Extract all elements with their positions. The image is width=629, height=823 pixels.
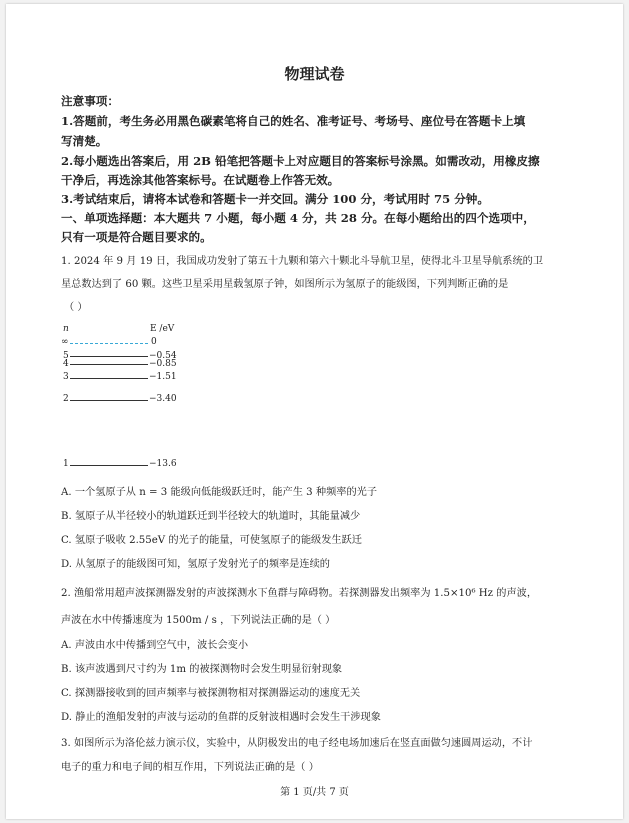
q1-option-a: A. 一个氢原子从 n = 3 能级向低能级跃迁时，能产生 3 种频率的光子 [61, 487, 378, 498]
q1-option-b: B. 氢原子从半径较小的轨道跃迁到半径较大的轨道时，其能量减少 [61, 511, 361, 522]
q3-stem-line-2: 电子的重力和电子间的相互作用，下列说法正确的是（ ） [61, 762, 319, 773]
diagram-e-label: E /eV [150, 324, 175, 334]
q2-option-b: B. 该声波遇到尺寸约为 1m 的被探测物时会发生明显衍射现象 [61, 664, 343, 675]
q2-stem-line-2: 声波在水中传播速度为 1500m / s ，下列说法正确的是（ ） [61, 615, 336, 626]
level-e-1: −13.6 [149, 459, 177, 469]
level-n-5: 5 [63, 351, 69, 361]
level-n-1: 1 [63, 459, 69, 469]
notice-line-3: 3.考试结束后，请将本试卷和答题卡一并交回。满分 100 分，考试用时 75 分钟。 [61, 192, 489, 206]
level-e-infinity: 0 [151, 337, 157, 347]
level-line-1 [70, 465, 148, 466]
section-heading-cont: 只有一项是符合题目要求的。 [61, 230, 212, 244]
level-e-2: −3.40 [149, 394, 177, 404]
section-heading: 一、单项选择题：本大题共 7 小题，每小题 4 分，共 28 分。在每小题给出的四个选项中， [61, 211, 535, 225]
q1-answer-blank: （ ） [64, 302, 88, 313]
level-e-4: −0.85 [149, 359, 177, 369]
q1-stem-line-1: 1. 2024 年 9 月 19 日，我国成功发射了第五十九颗和第六十颗北斗导航卫星，使得北斗卫星导航系统的卫 [61, 256, 544, 267]
q3-stem-line-1: 3. 如图所示为洛伦兹力演示仪，实验中，从阴极发出的电子经电场加速后在竖直面做匀速圆周运动，不计 [61, 738, 533, 749]
level-n-3: 3 [63, 372, 69, 382]
notice-line-2: 2.每小题选出答案后，用 2B 铅笔把答题卡上对应题目的答案标号涂黑。如需改动，用橡皮擦 [61, 154, 540, 168]
level-line-5 [70, 356, 148, 357]
level-line-3 [70, 378, 148, 379]
q1-stem-line-2: 星总数达到了 60 颗。这些卫星采用星载氢原子钟，如图所示为氢原子的能级图，下列判断正确的是 [61, 279, 509, 290]
notice-line-1: 1.答题前，考生务必用黑色碳素笔将自己的姓名、准考证号、考场号、座位号在答题卡上填 [61, 114, 526, 128]
notice-line-2-cont: 干净后，再选涂其他答案标号。在试题卷上作答无效。 [61, 173, 340, 187]
page-footer: 第 1 页/共 7 页 [280, 787, 349, 798]
q2-option-a: A. 声波由水中传播到空气中，波长会变小 [61, 640, 249, 651]
page-title: 物理试卷 [284, 65, 345, 83]
diagram-n-label: n [63, 324, 69, 334]
level-n-2: 2 [63, 394, 69, 404]
level-e-5: −0.54 [149, 351, 177, 361]
q1-option-c: C. 氢原子吸收 2.55eV 的光子的能量，可使氢原子的能级发生跃迁 [61, 535, 362, 546]
q2-option-d: D. 静止的渔船发射的声波与运动的鱼群的反射波相遇时会发生干涉现象 [61, 712, 381, 723]
level-line-4 [70, 364, 148, 365]
level-n-4: 4 [63, 359, 69, 369]
level-line-2 [70, 400, 148, 401]
notice-line-1-cont: 写清楚。 [61, 134, 108, 148]
level-e-3: −1.51 [149, 372, 177, 382]
exam-page [6, 4, 623, 819]
q1-option-d: D. 从氢原子的能级图可知，氢原子发射光子的频率是连续的 [61, 559, 330, 570]
level-n-infinity: ∞ [61, 337, 69, 347]
q2-stem-line-1: 2. 渔船常用超声波探测器发射的声波探测水下鱼群与障碍物。若探测器发出频率为 1.5×10⁶ Hz 的声波， [61, 588, 538, 599]
notice-heading: 注意事项： [61, 94, 119, 108]
level-line-infinity [70, 343, 148, 344]
q2-option-c: C. 探测器接收到的回声频率与被探测物相对探测器运动的速度无关 [61, 688, 361, 699]
